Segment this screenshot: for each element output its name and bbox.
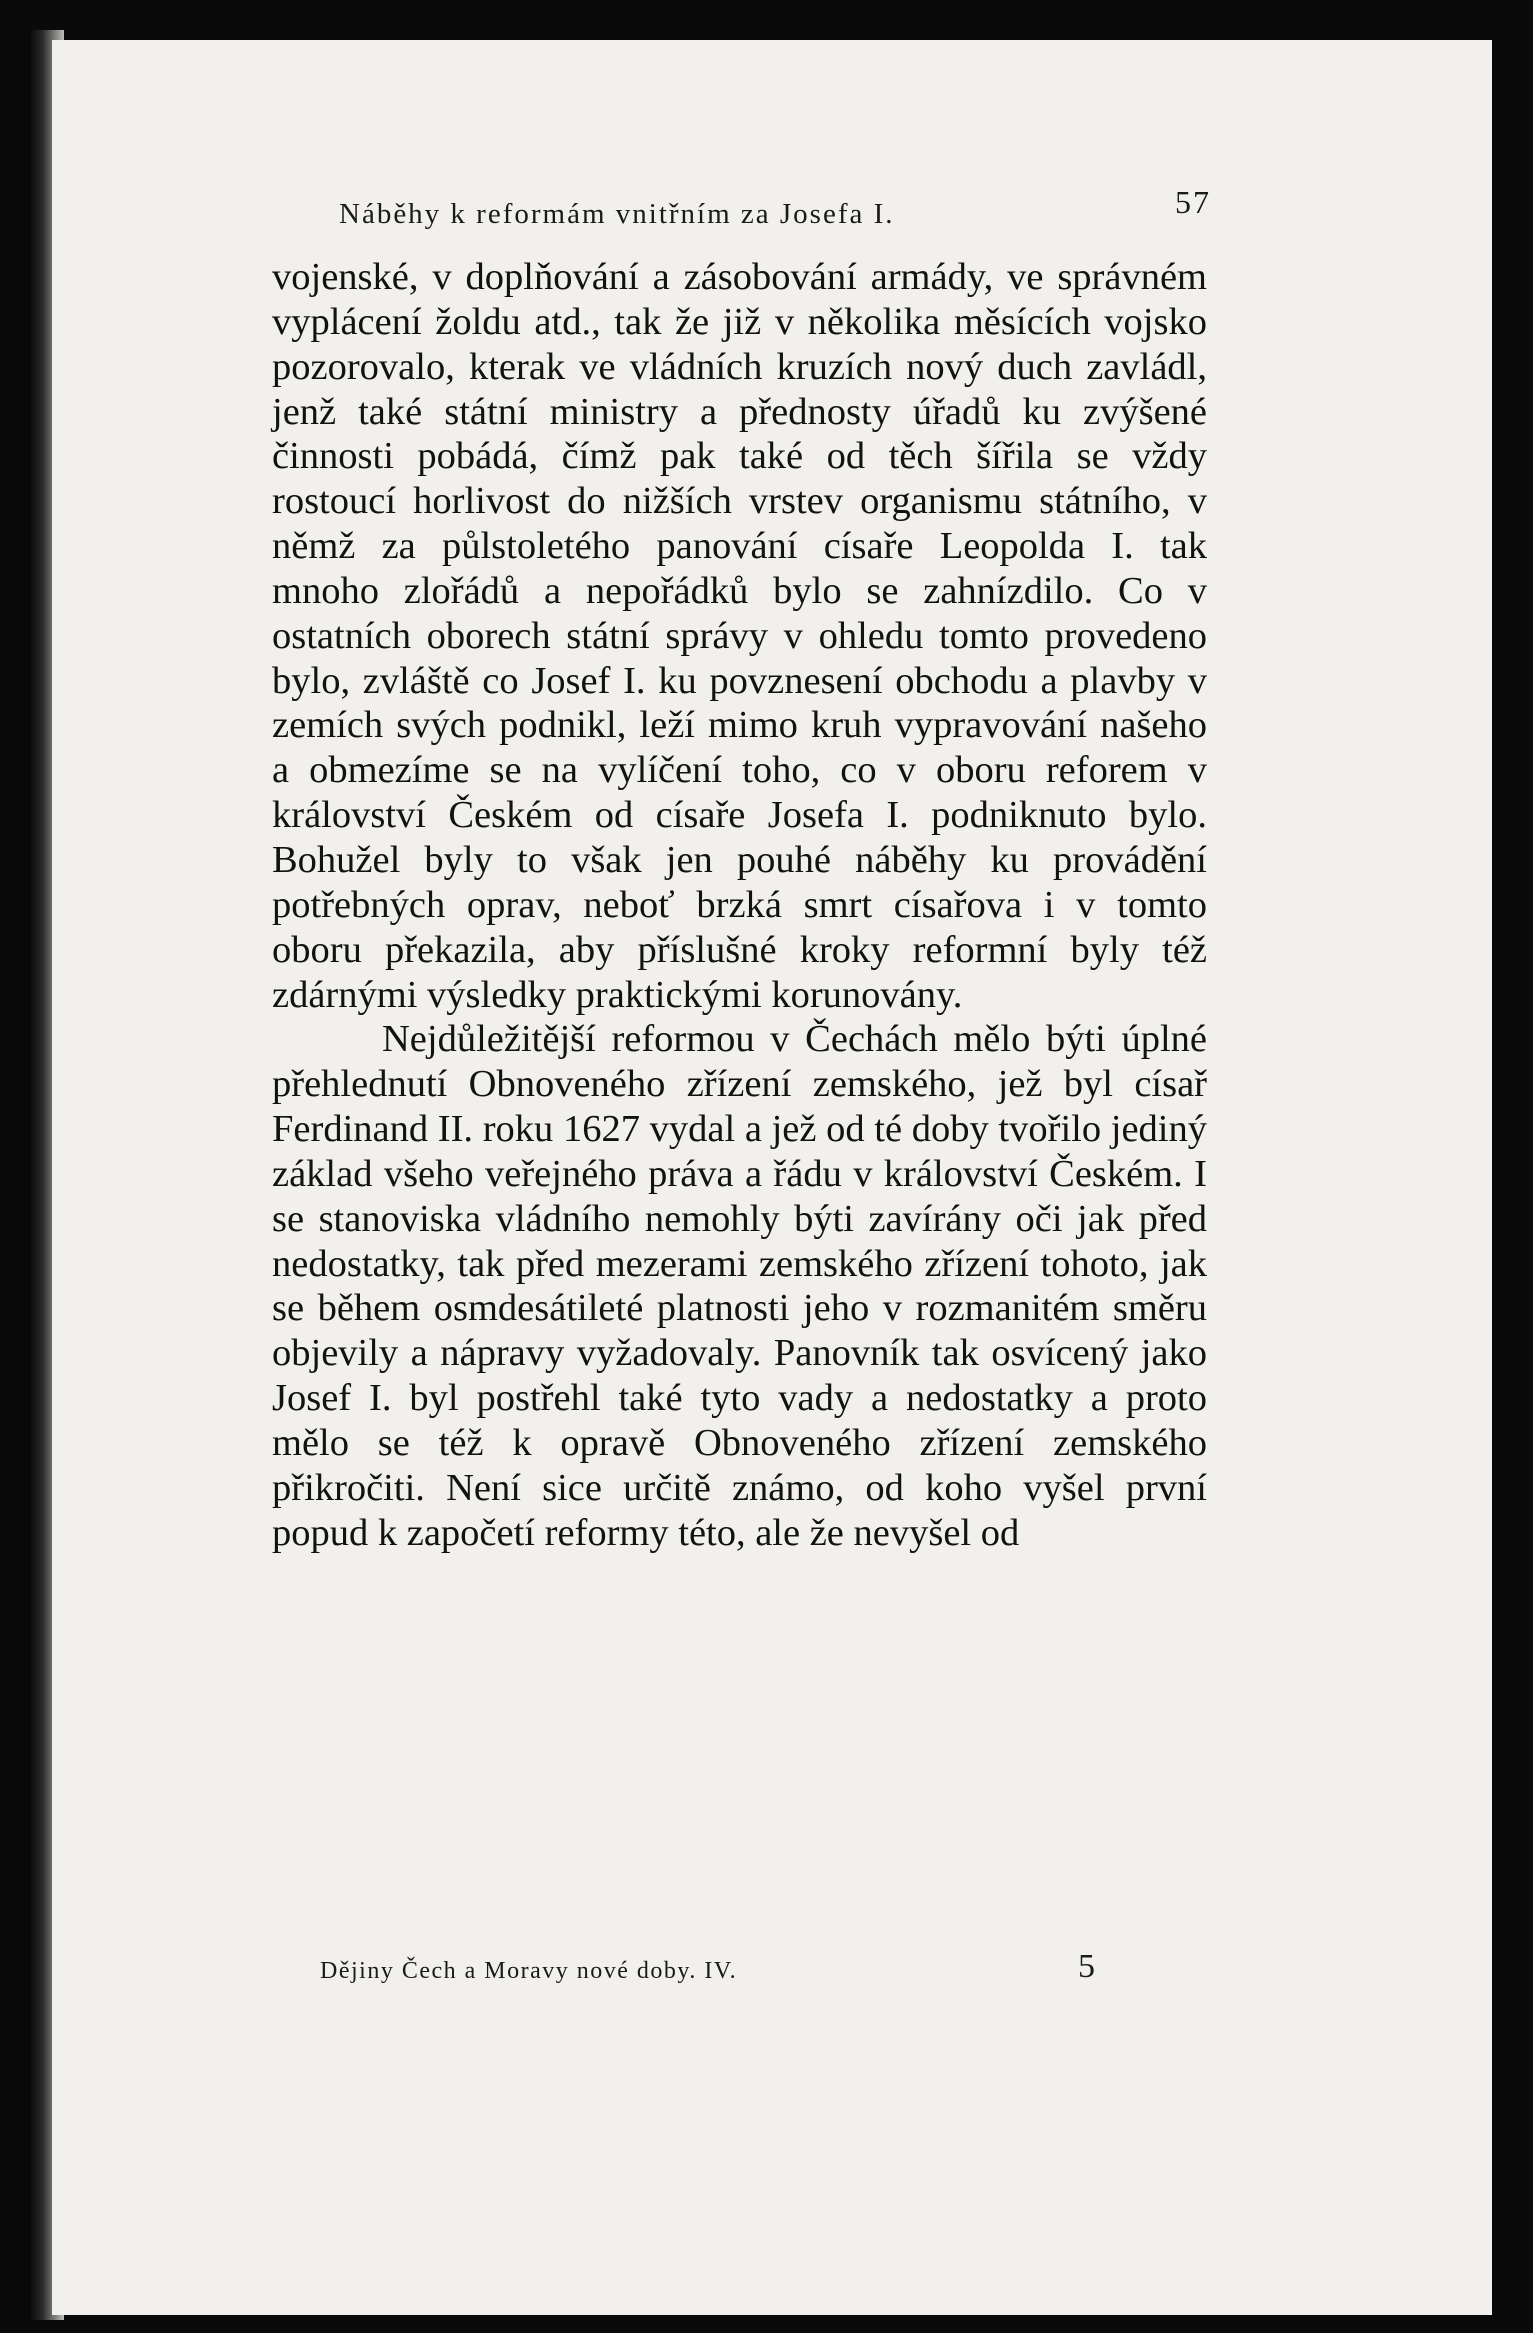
paragraph-1: vojenské, v doplňování a zásobování armády, ve správném vyplácení žoldu atd., tak že již v několika měsících vojsko pozorovalo, kterak ve vládních kruzích nový duch zavládl, jenž také státní ministry a přednosty úřadů ku zvýšené činnosti pobádá, čímž pak také od těch šířila se vždy rostoucí horlivost do nižších vrstev organismu státního, v němž za půlstoletého panování císaře Leopolda I. tak mnoho zlořádů a nepořádků bylo se zahnízdilo. Co v ostatních oborech státní správy v ohledu tomto provedeno bylo, zvláště co Josef I. ku povznesení obchodu a plavby v zemích svých podnikl, leží mimo kruh vypravování našeho a obmezíme se na vylíčení toho, co v oboru reforem v království Českém od císaře Josefa I. podniknuto bylo. Bohužel byly to však jen pouhé náběhy ku provádění potřebných oprav, neboť brzká smrt císařova i v tomto oboru překazila, aby příslušné kroky reformní byly též zdárnými výsledky praktickými korunovány. (272, 256, 1207, 1016)
running-header (281, 184, 1211, 230)
book-signature: Dějiny Čech a Moravy nové doby. IV. (320, 1958, 738, 1984)
scan-edge (1493, 0, 1533, 2333)
page-footer (320, 1948, 1095, 1988)
sheet-number: 5 (1078, 1948, 1095, 1985)
body-text (272, 255, 1207, 1555)
paragraph-2: Nejdůležitější reformou v Čechách mělo býti úplné přehlednutí Obnoveného zřízení zemského, jež byl císař Ferdinand II. roku 1627 vydal a jež od té doby tvořilo jediný základ všeho veřejného práva a řádu v království Českém. I se stanoviska vládního nemohly býti zavírány oči jak před nedostatky, tak před mezerami zemského zřízení tohoto, jak se během osmdesátileté platnosti jeho v rozmanitém směru objevily a nápravy vyžadovaly. Panovník tak osvícený jako Josef I. byl postřehl také tyto vady a nedostatky a proto mělo se též k opravě Obnoveného zřízení zemského přikročiti. Není sice určitě známo, od koho vyšel první popud k započetí reformy této, ale že nevyšel od (272, 1018, 1207, 1554)
page-number: 57 (1175, 184, 1211, 220)
running-title: Náběhy k reformám vnitřním za Josefa I. (339, 198, 895, 230)
